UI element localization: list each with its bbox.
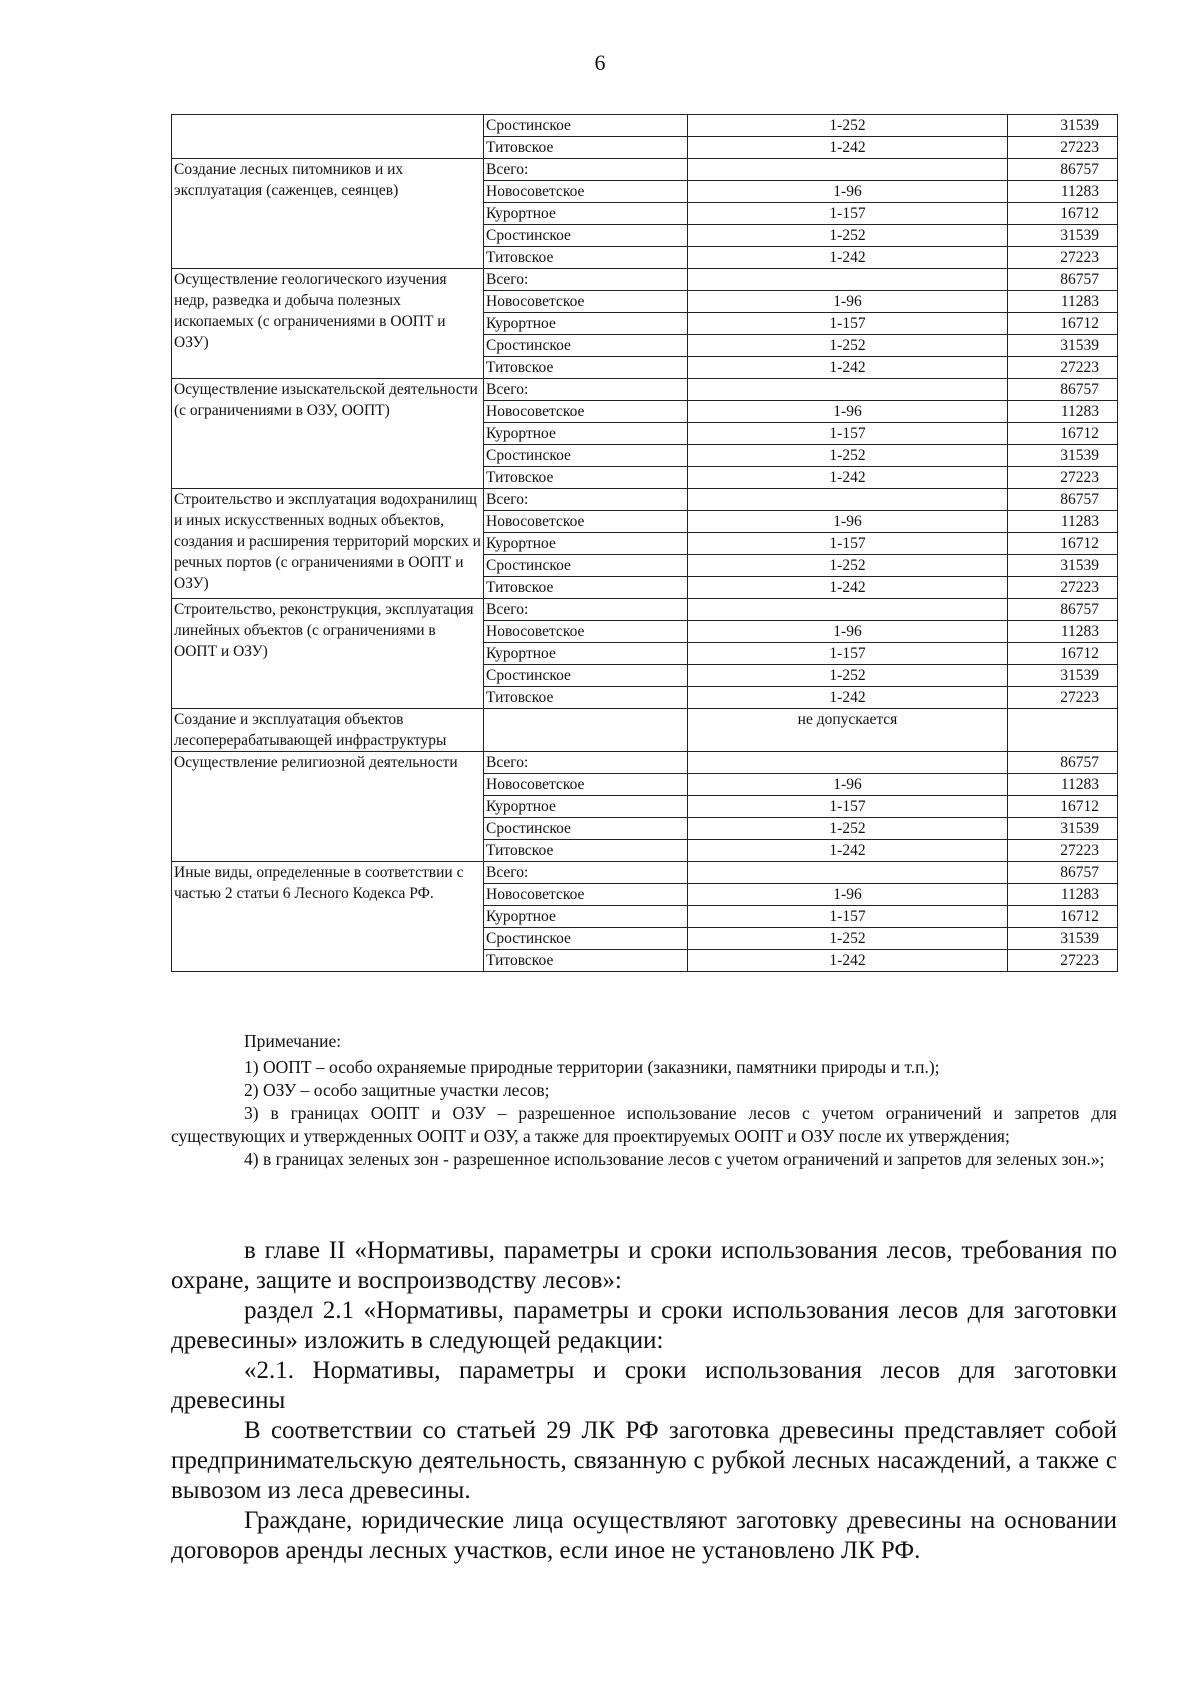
area-cell: 27223 [1008,467,1118,489]
area-cell: 27223 [1008,687,1118,709]
quarters-cell: 1-242 [688,840,1008,862]
forestry-cell: Титовское [484,950,688,972]
forestry-cell: Новосоветское [484,884,688,906]
quarters-cell [688,269,1008,291]
quarters-cell: 1-157 [688,906,1008,928]
forestry-cell: Титовское [484,577,688,599]
quarters-cell: 1-242 [688,357,1008,379]
empty-cell [484,709,688,752]
forestry-cell: Курортное [484,643,688,665]
table-row [172,709,1118,752]
forestry-cell: Курортное [484,906,688,928]
quarters-cell: 1-242 [688,467,1008,489]
note-item: 1) ООПТ – особо охраняемые природные территории (заказники, памятники природы и т.п.); [244,1057,940,1077]
quarters-cell [688,599,1008,621]
body-text [171,1236,1117,1566]
area-cell: 11283 [1008,511,1118,533]
activity-cell: Осуществление геологического изучения недр, разведка и добыча полезных ископаемых (с ограничениями в ООПТ и ОЗУ) [172,269,484,379]
total-label-cell: Всего: [484,379,688,401]
forestry-cell: Титовское [484,247,688,269]
quarters-cell: 1-252 [688,445,1008,467]
forestry-cell: Титовское [484,357,688,379]
forestry-cell: Титовское [484,467,688,489]
empty-cell [1008,709,1118,752]
table-row [172,115,1118,137]
forestry-cell: Курортное [484,203,688,225]
area-cell: 31539 [1008,225,1118,247]
quarters-cell: 1-242 [688,687,1008,709]
quarters-cell: 1-96 [688,291,1008,313]
quarters-cell: 1-252 [688,115,1008,137]
total-row [172,599,1118,621]
area-cell: 27223 [1008,137,1118,159]
quarters-cell: 1-252 [688,225,1008,247]
area-cell: 31539 [1008,665,1118,687]
total-area-cell: 86757 [1008,752,1118,774]
forestry-cell: Сростинское [484,555,688,577]
forestry-cell: Курортное [484,423,688,445]
activity-cell: Строительство, реконструкция, эксплуатация линейных объектов (с ограничениями в ООПТ и ОЗУ) [172,599,484,709]
total-row [172,489,1118,511]
activity-cell [172,115,484,159]
quarters-cell: 1-252 [688,818,1008,840]
total-row [172,379,1118,401]
total-label-cell: Всего: [484,269,688,291]
quarters-cell [688,379,1008,401]
forestry-cell: Новосоветское [484,511,688,533]
activity-cell: Осуществление религиозной деятельности [172,752,484,862]
body-paragraph: Граждане, юридические лица осуществляют заготовку древесины на основании договоров аренды лесных участков, если иное не установлено ЛК РФ. [171,1507,1117,1564]
total-row [172,862,1118,884]
area-cell: 27223 [1008,247,1118,269]
forestry-cell: Сростинское [484,225,688,247]
forestry-cell: Титовское [484,687,688,709]
note-item: 2) ОЗУ – особо защитные участки лесов; [244,1080,550,1100]
area-cell: 11283 [1008,291,1118,313]
total-area-cell: 86757 [1008,379,1118,401]
quarters-cell [688,489,1008,511]
quarters-cell: 1-252 [688,335,1008,357]
quarters-cell: 1-96 [688,621,1008,643]
quarters-cell [688,862,1008,884]
total-row [172,269,1118,291]
body-paragraph: «2.1. Нормативы, параметры и сроки использования лесов для заготовки древесины [171,1357,1117,1414]
forestry-cell: Курортное [484,533,688,555]
note-item: 4) в границах зеленых зон - разрешенное использование лесов с учетом ограничений и запретов для зеленых зон.»; [244,1149,1105,1169]
forestry-cell: Курортное [484,313,688,335]
forestry-cell: Сростинское [484,335,688,357]
forestry-cell: Сростинское [484,818,688,840]
total-row [172,159,1118,181]
forest-use-table [171,114,1118,972]
quarters-cell: 1-252 [688,555,1008,577]
quarters-cell: 1-242 [688,950,1008,972]
total-label-cell: Всего: [484,752,688,774]
area-cell: 27223 [1008,357,1118,379]
quarters-cell: 1-157 [688,533,1008,555]
body-paragraph: в главе II «Нормативы, параметры и сроки использования лесов, требования по охране, защите и воспроизводству лесов»: [171,1237,1117,1294]
area-cell: 16712 [1008,643,1118,665]
area-cell: 11283 [1008,621,1118,643]
total-label-cell: Всего: [484,862,688,884]
forestry-cell: Титовское [484,137,688,159]
page-number: 6 [594,50,606,75]
quarters-cell: 1-96 [688,511,1008,533]
notes-section [171,1030,1117,1171]
restriction-note-cell: не допускается [688,709,1008,752]
quarters-cell: 1-96 [688,401,1008,423]
area-cell: 31539 [1008,335,1118,357]
area-cell: 16712 [1008,203,1118,225]
total-area-cell: 86757 [1008,489,1118,511]
activity-cell: Иные виды, определенные в соответствии с частью 2 статьи 6 Лесного Кодекса РФ. [172,862,484,972]
forestry-cell: Новосоветское [484,774,688,796]
quarters-cell: 1-96 [688,774,1008,796]
forestry-cell: Сростинское [484,928,688,950]
area-cell: 16712 [1008,533,1118,555]
activity-cell: Создание лесных питомников и их эксплуатация (саженцев, сеянцев) [172,159,484,269]
quarters-cell [688,159,1008,181]
area-cell: 31539 [1008,818,1118,840]
forestry-cell: Сростинское [484,665,688,687]
quarters-cell: 1-252 [688,928,1008,950]
quarters-cell: 1-242 [688,247,1008,269]
total-label-cell: Всего: [484,489,688,511]
forestry-cell: Курортное [484,796,688,818]
area-cell: 16712 [1008,796,1118,818]
activity-cell: Создание и эксплуатация объектов лесоперерабатывающей инфраструктуры [172,709,484,752]
quarters-cell: 1-157 [688,796,1008,818]
quarters-cell: 1-157 [688,203,1008,225]
area-cell: 31539 [1008,115,1118,137]
area-cell: 31539 [1008,928,1118,950]
area-cell: 27223 [1008,840,1118,862]
forestry-cell: Новосоветское [484,621,688,643]
body-paragraph: В соответствии со статьей 29 ЛК РФ заготовка древесины представляет собой предпринимательскую деятельность, связанную с рубкой лесных насаждений, а также с вывозом из леса древесины. [171,1417,1117,1504]
quarters-cell: 1-157 [688,423,1008,445]
quarters-cell: 1-242 [688,577,1008,599]
forestry-cell: Новосоветское [484,291,688,313]
area-cell: 16712 [1008,906,1118,928]
area-cell: 16712 [1008,313,1118,335]
activity-cell: Строительство и эксплуатация водохранилищ и иных искусственных водных объектов, создания и расширения территорий морских и речных портов (с ограничениями в ООПТ и ОЗУ) [172,489,484,599]
quarters-cell [688,752,1008,774]
quarters-cell: 1-242 [688,137,1008,159]
forestry-cell: Новосоветское [484,401,688,423]
quarters-cell: 1-157 [688,643,1008,665]
total-area-cell: 86757 [1008,599,1118,621]
area-cell: 27223 [1008,577,1118,599]
area-cell: 11283 [1008,401,1118,423]
total-label-cell: Всего: [484,599,688,621]
total-area-cell: 86757 [1008,862,1118,884]
total-area-cell: 86757 [1008,269,1118,291]
area-cell: 31539 [1008,555,1118,577]
forestry-cell: Новосоветское [484,181,688,203]
forestry-cell: Титовское [484,840,688,862]
body-paragraph: раздел 2.1 «Нормативы, параметры и сроки использования лесов для заготовки древесины» изложить в следующей редакции: [171,1297,1117,1354]
area-cell: 11283 [1008,774,1118,796]
area-cell: 11283 [1008,884,1118,906]
area-cell: 11283 [1008,181,1118,203]
area-cell: 31539 [1008,445,1118,467]
quarters-cell: 1-96 [688,181,1008,203]
note-item: 3) в границах ООПТ и ОЗУ – разрешенное использование лесов с учетом ограничений и запретов для существующих и утвержденных ООПТ и ОЗУ, а также для проектируемых ООПТ и ОЗУ после их утверждения; [171,1103,1117,1146]
total-row [172,752,1118,774]
quarters-cell: 1-157 [688,313,1008,335]
forestry-cell: Сростинское [484,445,688,467]
quarters-cell: 1-96 [688,884,1008,906]
forest-use-table-body [172,115,1118,972]
area-cell: 16712 [1008,423,1118,445]
total-label-cell: Всего: [484,159,688,181]
area-cell: 27223 [1008,950,1118,972]
total-area-cell: 86757 [1008,159,1118,181]
activity-cell: Осуществление изыскательской деятельности (с ограничениями в ОЗУ, ООПТ) [172,379,484,489]
notes-title: Примечание: [244,1031,342,1051]
quarters-cell: 1-252 [688,665,1008,687]
forestry-cell: Сростинское [484,115,688,137]
